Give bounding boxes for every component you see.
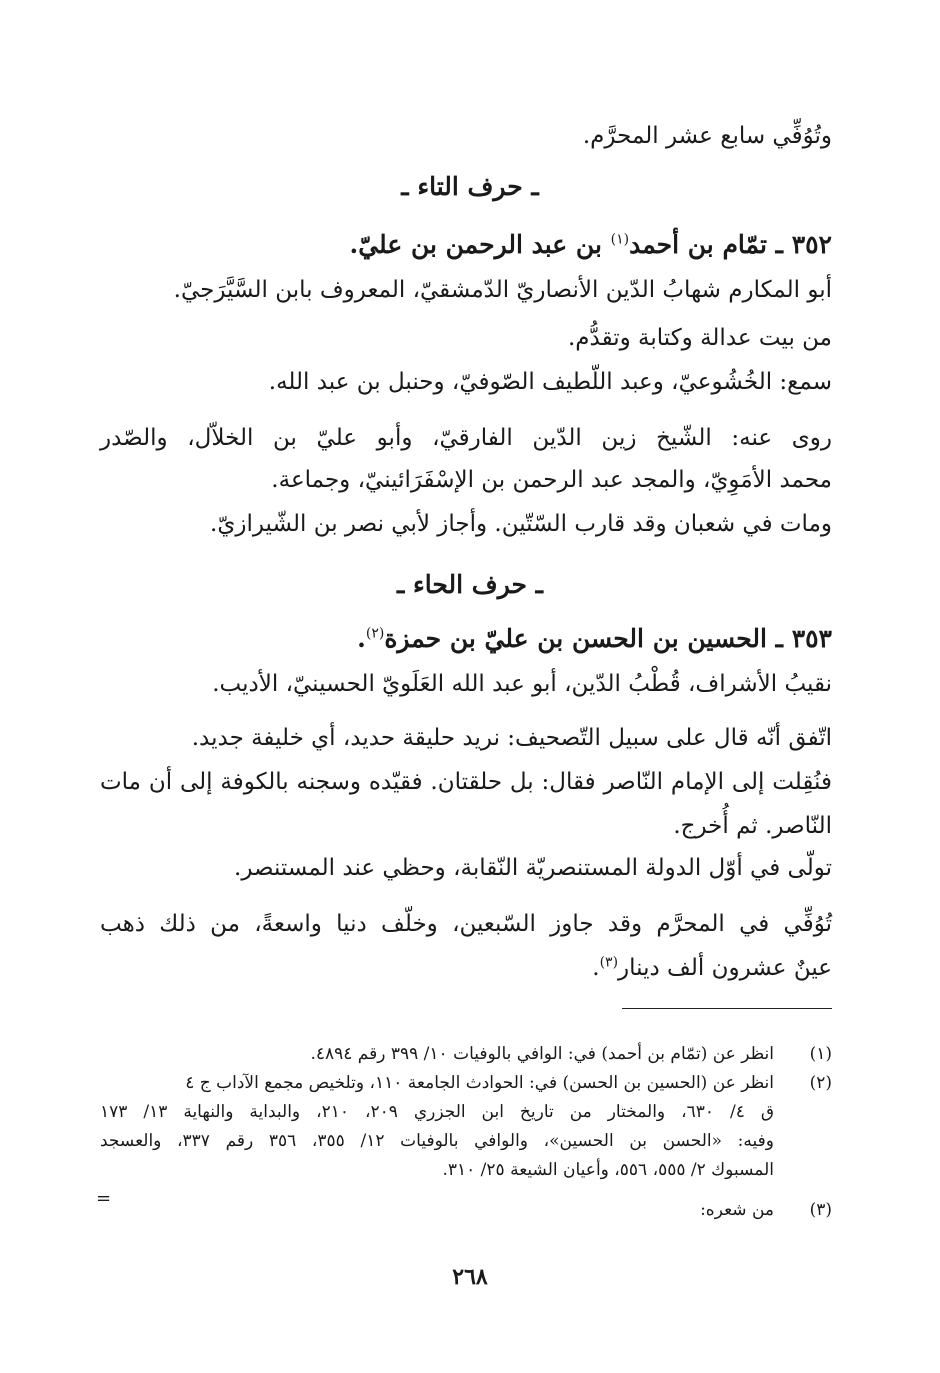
footnote-number: (١) <box>809 1044 832 1064</box>
footnote-2-cont: المسبوك ٢/ ٥٥٥، ٥٥٦، وأعيان الشيعة ٢٥/ ٣١٠. <box>442 1160 774 1180</box>
footnote-separator <box>622 1008 832 1009</box>
footnote-ref-3: (٣) <box>599 954 619 971</box>
footnote-3 <box>100 1196 832 1225</box>
footnote-1 <box>100 1040 832 1069</box>
entry-352-line: ومات في شعبان وقد قارب السّتّين. وأجاز لأبي نصر بن الشّيرازيّ. <box>210 511 832 537</box>
entry-352-line: من بيت عدالة وكتابة وتقدُّم. <box>567 325 832 351</box>
footnote-2 <box>100 1069 832 1098</box>
section-heading-ta: ـ حرف التاء ـ <box>401 172 539 201</box>
footnote-number: (٣) <box>809 1200 832 1220</box>
footnote-2-cont: وفيه: «الحسن بن الحسين»، والوافي بالوفيات ١٢/ ٣٥٥، ٣٥٦ رقم ٣٣٧، والعسجد <box>100 1131 774 1151</box>
footnote-text: من شعره: <box>700 1200 774 1220</box>
footnote-ref-1: (١) <box>610 231 630 248</box>
entry-352-line: أبو المكارم شهابُ الدّين الأنصاريّ الدّمشقيّ، المعروف بابن السَّيَّرَجيّ. <box>173 277 832 303</box>
entry-352-line: روى عنه: الشّيخ زين الدّين الفارقيّ، وأبو عليّ بن الخلاّل، والصّدر <box>100 425 832 451</box>
footnote-ref-2: (٢) <box>365 625 385 642</box>
entry-353-line: النّاصر. ثم أُخرج. <box>673 813 832 839</box>
entry-353-last-text: عينٌ عشرون ألف دينار <box>618 955 832 981</box>
entry-353-line: تُوُفِّي في المحرَّم وقد جاوز السّبعين، وخلّف دنيا واسعةً، من ذلك ذهب <box>100 911 832 937</box>
entry-353-line: اتّفق أنّه قال على سبيل التّصحيف: نريد حليقة حديد، أي خليفة جديد. <box>191 725 832 751</box>
entry-352-line: محمد الأمَوِيّ، والمجد عبد الرحمن بن الإسْفَرَائينيّ، وجماعة. <box>271 467 832 493</box>
page-number: ٢٦٨ <box>452 1264 488 1290</box>
entry-353-line: فنُقِلت إلى الإمام النّاصر فقال: بل حلقتان. فقيّده وسجنه بالكوفة إلى أن مات <box>100 769 832 795</box>
footnote-text: انظر عن (الحسين بن الحسن) في: الحوادث الجامعة ١١٠، وتلخيص مجمع الآداب ج ٤ <box>185 1073 774 1093</box>
entry-353-title-main: ٣٥٣ ـ الحسين بن الحسن بن عليّ بن حمزة <box>384 624 832 653</box>
section-heading-ha: ـ حرف الحاء ـ <box>397 570 543 599</box>
footnote-2-cont: ق ٤/ ٦٣٠، والمختار من تاريخ ابن الجزري ٢٠٩، ٢١٠، والبداية والنهاية ١٣/ ١٧٣ <box>100 1102 775 1122</box>
continuation-mark: = <box>96 1188 112 1209</box>
entry-353-line: تولّى في أوّل الدولة المستنصريّة النّقابة، وحظي عند المستنصر. <box>234 855 832 881</box>
footnote-number: (٢) <box>809 1073 832 1093</box>
entry-352-line: سمع: الخُشُوعيّ، وعبد اللّطيف الصّوفيّ، وحنبل بن عبد الله. <box>268 369 832 395</box>
entry-353-last-end: . <box>592 955 600 981</box>
entry-352-title-rest: بن عبد الرحمن بن عليّ. <box>349 230 611 259</box>
entry-352-title-main: ٣٥٢ ـ تمّام بن أحمد <box>629 230 832 259</box>
entry-353-title-rest: . <box>357 624 366 653</box>
closing-line: وتُوُفِّي سابع عشر المحرَّم. <box>582 123 832 149</box>
entry-353-line: نقيبُ الأشراف، قُطْبُ الدّين، أبو عبد الله العَلَويّ الحسينيّ، الأديب. <box>212 671 832 697</box>
entry-353-last-line <box>100 950 832 986</box>
footnote-text: انظر عن (تمّام بن أحمد) في: الوافي بالوفيات ١٠/ ٣٩٩ رقم ٤٨٩٤. <box>310 1044 774 1064</box>
entry-353-title <box>357 620 832 658</box>
entry-352-title <box>350 226 833 264</box>
